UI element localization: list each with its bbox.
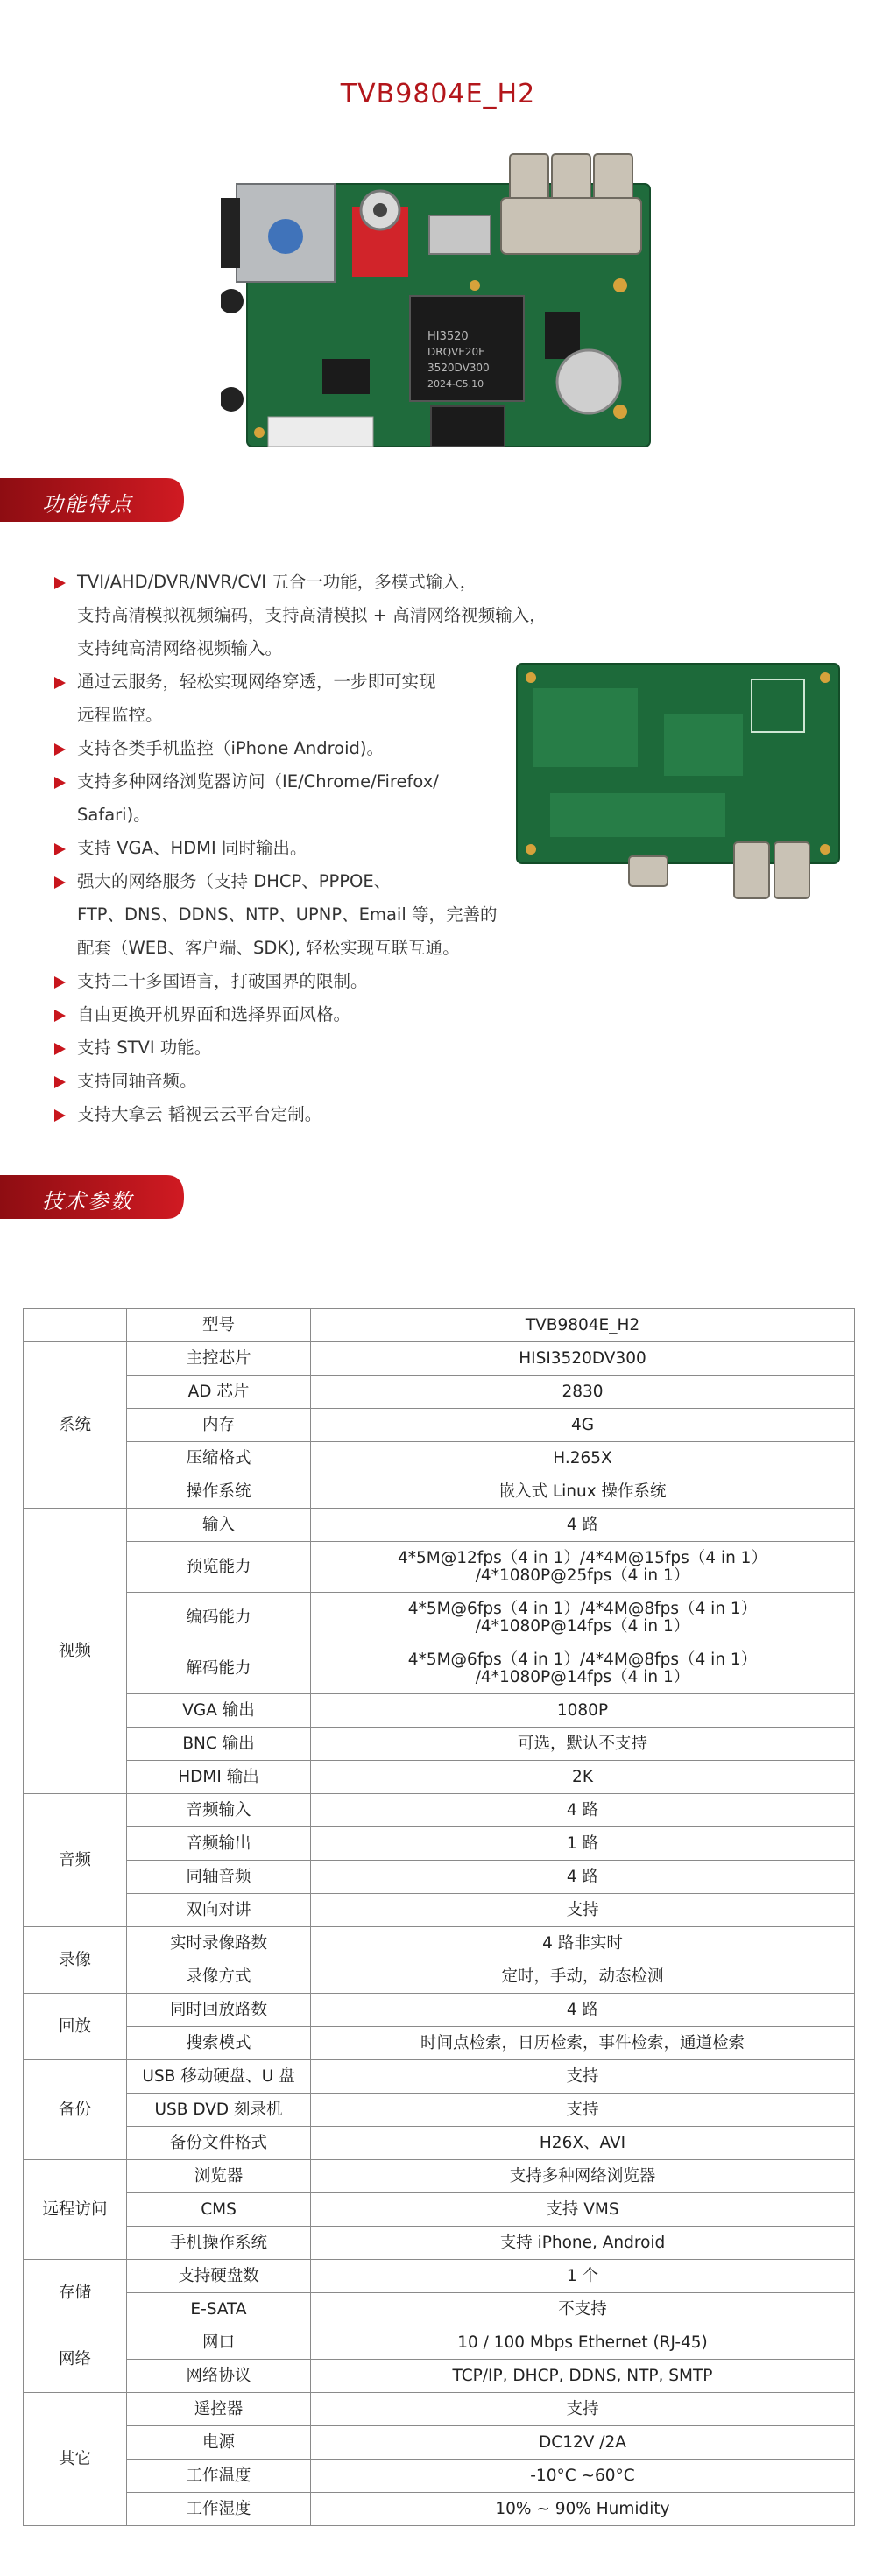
specs-title: 技术参数 [42,1189,133,1214]
spec-row [24,1994,855,2027]
spec-row [24,1827,855,1861]
feature-item [54,832,545,865]
spec-value-line: /4*1080P@14fps（4 in 1） [475,1667,690,1686]
bullet-arrow-icon [54,876,66,889]
bullet-arrow-icon [54,1010,66,1022]
spec-value-line: 10 / 100 Mbps Ethernet (RJ-45) [457,2333,708,2352]
spec-table [23,1308,855,2526]
spec-value [311,2160,855,2193]
spec-value-line: 支持 [566,2100,599,2119]
spec-value-line: 1 路 [566,1833,599,1853]
feature-item [54,965,545,998]
spec-value [311,1761,855,1794]
spec-name: AD 芯片 [127,1376,311,1409]
feature-list [54,566,545,1131]
spec-name: 压缩格式 [127,1442,311,1475]
spec-value-line: 不支持 [558,2299,607,2319]
spec-row [24,1475,855,1509]
spec-group-label: 回放 [24,1994,127,2060]
bullet-arrow-icon [54,976,66,989]
spec-row [24,2460,855,2493]
feature-text: 支持同轴音频。 [77,1071,197,1091]
feature-text: 强大的网络服务（支持 DHCP、PPPOE、 [77,871,392,891]
spec-value [311,1593,855,1643]
spec-group-label: 网络 [24,2326,127,2393]
feature-item [54,1065,545,1098]
spec-value [311,2227,855,2260]
spec-value-line: 可选，默认不支持 [517,1734,647,1753]
spec-name: BNC 输出 [127,1728,311,1761]
spec-value-line: 4 路 [566,2000,599,2019]
spec-value-line: 4 路 [566,1800,599,1819]
spec-name: HDMI 输出 [127,1761,311,1794]
feature-text: TVI/AHD/DVR/NVR/CVI 五合一功能，多模式输入， [77,572,477,592]
product-title: TVB9804E_H2 [340,79,536,109]
bullet-arrow-icon [54,1043,66,1055]
spec-group-label: 视频 [24,1509,127,1794]
spec-value-line: 4*5M@6fps（4 in 1）/4*4M@8fps（4 in 1） [407,1650,758,1669]
feature-text: 支持 STVI 功能。 [77,1038,212,1058]
spec-value-line: 嵌入式 Linux 操作系统 [498,1482,667,1501]
spec-row [24,1728,855,1761]
spec-name: 遥控器 [127,2393,311,2426]
feature-text: 支持高清模拟视频编码，支持高清模拟 + 高清网络视频输入， [77,605,547,625]
spec-value-line: /4*1080P@25fps（4 in 1） [475,1566,690,1585]
spec-header-value: TVB9804E_H2 [311,1309,855,1342]
spec-value [311,2426,855,2460]
bullet-arrow-icon [54,1109,66,1122]
features-title: 功能特点 [42,492,133,517]
spec-group-label: 其它 [24,2393,127,2526]
spec-value [311,1409,855,1442]
feature-text: 支持 VGA、HDMI 同时输出。 [77,838,307,858]
spec-value-line: H26X、AVI [539,2133,626,2152]
spec-name: 同轴音频 [127,1861,311,1894]
bullet-arrow-icon [54,577,66,589]
soc-marking-3: 3520DV300 [427,362,490,374]
feature-text: 支持各类手机监控（iPhone Android)。 [77,738,385,758]
spec-name: 网口 [127,2326,311,2360]
spec-value-line: 支持 [566,2399,599,2418]
bullet-arrow-icon [54,1076,66,1088]
spec-value [311,2027,855,2060]
spec-value-line: 定时，手动，动态检测 [501,1967,664,1986]
spec-value-line: 支持 VMS [546,2199,619,2219]
spec-value-line: 4 路 [566,1867,599,1886]
spec-value-line: 4 路 [566,1515,599,1534]
spec-row [24,2127,855,2160]
spec-value [311,2326,855,2360]
spec-value [311,1728,855,1761]
spec-name: 支持硬盘数 [127,2260,311,2293]
spec-value [311,2460,855,2493]
spec-name: 内存 [127,1409,311,1442]
spec-row [24,1861,855,1894]
spec-value [311,2094,855,2127]
spec-value [311,1694,855,1728]
feature-item [54,665,545,732]
spec-row [24,1509,855,1542]
soc-marking-4: 2024-C5.10 [427,378,484,390]
spec-value-line: 4 路非实时 [542,1933,623,1953]
bullet-arrow-icon [54,743,66,756]
spec-name: 双向对讲 [127,1894,311,1927]
spec-value-line: 支持多种网络浏览器 [509,2166,656,2185]
spec-row [24,2360,855,2393]
spec-value-line: 4*5M@12fps（4 in 1）/4*4M@15fps（4 in 1） [398,1548,767,1567]
spec-value [311,2360,855,2393]
spec-row [24,1960,855,1994]
spec-name: 手机操作系统 [127,2227,311,2260]
feature-text: 配套（WEB、客户端、SDK), 轻松实现互联互通。 [77,938,460,958]
spec-group-label: 音频 [24,1794,127,1927]
spec-value [311,1827,855,1861]
spec-row [24,2293,855,2326]
spec-group-label: 远程访问 [24,2160,127,2260]
spec-name: 音频输入 [127,1794,311,1827]
spec-row [24,1409,855,1442]
spec-value [311,1927,855,1960]
spec-value-line: TCP/IP, DHCP, DDNS, NTP, SMTP [452,2366,713,2385]
spec-group-label: 录像 [24,1927,127,1994]
spec-name: 录像方式 [127,1960,311,1994]
spec-name: 操作系统 [127,1475,311,1509]
bullet-arrow-icon [54,777,66,789]
feature-text: FTP、DNS、DDNS、NTP、UPNP、Email 等，完善的 [77,904,498,925]
spec-row [24,1894,855,1927]
spec-value [311,1643,855,1694]
board-back-photo [515,662,841,904]
spec-name: 搜索模式 [127,2027,311,2060]
spec-name: 编码能力 [127,1593,311,1643]
spec-name: 工作湿度 [127,2493,311,2526]
specs-banner [0,1175,189,1219]
spec-value-line: /4*1080P@14fps（4 in 1） [475,1616,690,1636]
spec-name: 浏览器 [127,2160,311,2193]
spec-value [311,1475,855,1509]
feature-text: 远程监控。 [77,705,163,725]
bullet-arrow-icon [54,677,66,689]
spec-value [311,1542,855,1593]
spec-value [311,1509,855,1542]
feature-text: 支持二十多国语言，打破国界的限制。 [77,971,368,991]
spec-value-line: 10% ~ 90% Humidity [495,2499,670,2518]
spec-name: 音频输出 [127,1827,311,1861]
feature-item [54,732,545,765]
spec-name: 输入 [127,1509,311,1542]
spec-row [24,2094,855,2127]
feature-item [54,1031,545,1065]
spec-value-line: 2830 [562,1382,604,1401]
soc-marking-1: HI3520 [427,330,469,343]
spec-value-line: -10°C ~60°C [530,2466,635,2485]
feature-text: 支持多种网络浏览器访问（IE/Chrome/Firefox/ [77,771,439,792]
spec-name: VGA 输出 [127,1694,311,1728]
spec-value-line: 4*5M@6fps（4 in 1）/4*4M@8fps（4 in 1） [407,1599,758,1618]
spec-row [24,1542,855,1593]
spec-value-line: HISI3520DV300 [519,1348,646,1368]
spec-name: 解码能力 [127,1643,311,1694]
spec-name: 工作温度 [127,2460,311,2493]
spec-name: 实时录像路数 [127,1927,311,1960]
spec-group-label: 存储 [24,2260,127,2326]
soc-marking-2: DRQVE20E [427,346,485,358]
bullet-arrow-icon [54,843,66,855]
spec-header-name: 型号 [127,1309,311,1342]
spec-row [24,2493,855,2526]
spec-value [311,2393,855,2426]
spec-value-line: 1080P [556,1700,609,1720]
spec-row [24,1593,855,1643]
spec-value-line: 支持 iPhone, Android [499,2233,666,2252]
spec-value [311,2293,855,2326]
spec-value [311,2060,855,2094]
spec-header-row [24,1309,855,1342]
spec-row [24,1376,855,1409]
spec-value-line: 2K [572,1767,593,1786]
spec-value [311,1894,855,1927]
spec-row [24,2027,855,2060]
spec-value [311,2260,855,2293]
spec-value [311,1442,855,1475]
feature-item [54,865,545,965]
spec-name: 备份文件格式 [127,2127,311,2160]
spec-group-label: 备份 [24,2060,127,2160]
spec-value-line: 时间点检索，日历检索，事件检索，通道检索 [420,2033,745,2052]
feature-item [54,998,545,1031]
spec-name: USB DVD 刻录机 [127,2094,311,2127]
spec-row [24,1643,855,1694]
spec-row [24,2160,855,2193]
spec-value [311,2493,855,2526]
spec-value-line: 1 个 [566,2266,599,2285]
spec-row [24,1442,855,1475]
spec-name: 预览能力 [127,1542,311,1593]
spec-value [311,1342,855,1376]
spec-value [311,1994,855,2027]
spec-value [311,1794,855,1827]
spec-name: 同时回放路数 [127,1994,311,2027]
spec-name: 网络协议 [127,2360,311,2393]
spec-row [24,2060,855,2094]
spec-row [24,1927,855,1960]
spec-name: 主控芯片 [127,1342,311,1376]
spec-row [24,2426,855,2460]
spec-row [24,2260,855,2293]
spec-name: USB 移动硬盘、U 盘 [127,2060,311,2094]
spec-value [311,1861,855,1894]
features-banner [0,478,189,522]
spec-row [24,1794,855,1827]
spec-value-line: H.265X [553,1448,612,1467]
feature-text: Safari)。 [77,805,151,825]
spec-header-blank [24,1309,127,1342]
spec-value-line: 支持 [566,1900,599,1919]
feature-text: 自由更换开机界面和选择界面风格。 [77,1004,351,1024]
spec-name: 电源 [127,2426,311,2460]
spec-row [24,2393,855,2426]
feature-item [54,765,545,832]
spec-row [24,2227,855,2260]
spec-value-line: DC12V /2A [539,2432,626,2452]
spec-value [311,2193,855,2227]
feature-item [54,566,545,665]
spec-value-line: 4G [570,1415,595,1434]
spec-value [311,2127,855,2160]
spec-row [24,2326,855,2360]
feature-item [54,1098,545,1131]
spec-row [24,1761,855,1794]
spec-name: CMS [127,2193,311,2227]
spec-row [24,1694,855,1728]
spec-name: E-SATA [127,2293,311,2326]
spec-value-line: 支持 [566,2066,599,2086]
feature-text: 支持纯高清网络视频输入。 [77,638,283,658]
spec-row [24,1342,855,1376]
spec-group-label: 系统 [24,1342,127,1509]
board-front-photo [221,145,676,455]
spec-value [311,1960,855,1994]
feature-text: 通过云服务，轻松实现网络穿透，一步即可实现 [77,672,436,692]
spec-value [311,1376,855,1409]
feature-text: 支持大拿云 韬视云云平台定制。 [77,1104,322,1124]
spec-row [24,2193,855,2227]
